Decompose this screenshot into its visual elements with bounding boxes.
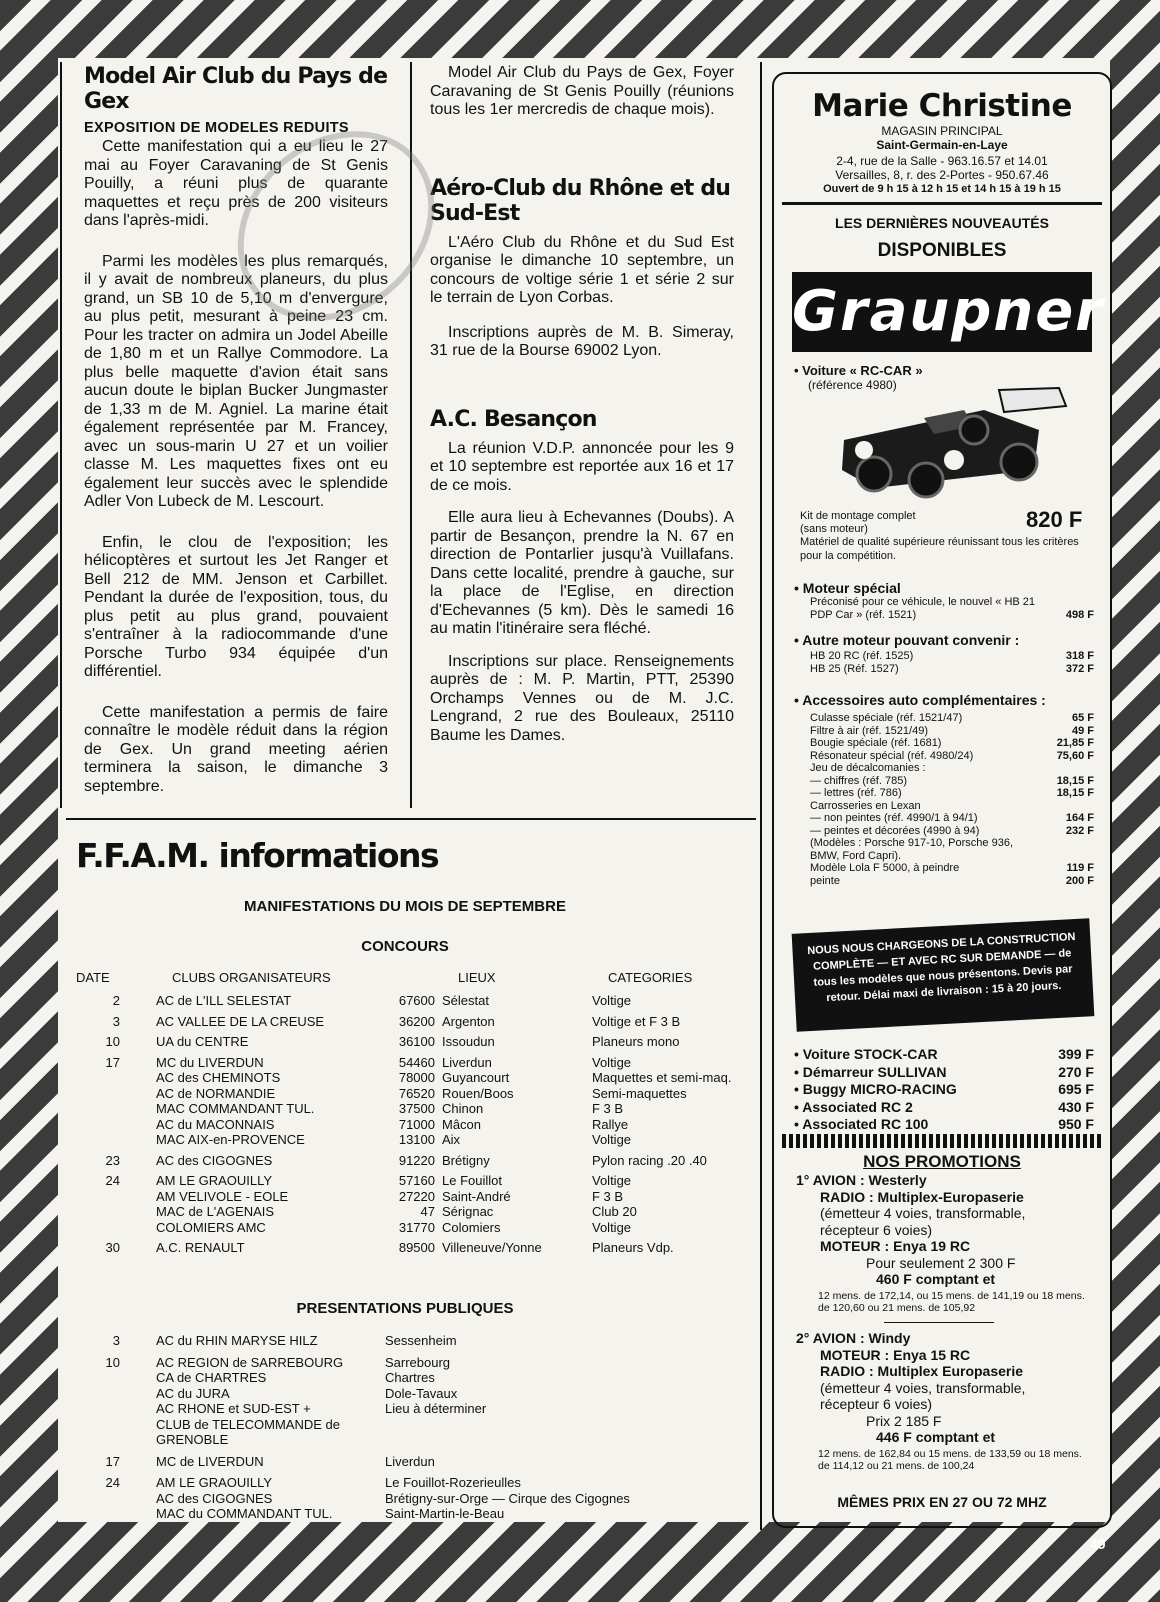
besancon-paragraph: La réunion V.D.P. annoncée pour les 9 et 10 septembre est reportée aux 16 et 17 de ce mois. bbox=[430, 439, 734, 494]
price-value: 372 F bbox=[1065, 663, 1094, 675]
row-postcode: 78000 bbox=[398, 1070, 435, 1085]
construction-banner: NOUS NOUS CHARGEONS DE LA CONSTRUCTION COMPLÈTE — ET AVEC RC SUR DEMANDE — de tous les modèles que nous présentons. Devis par retour. Délai maxi de livraison : 15 à 20 jours. bbox=[792, 918, 1095, 1031]
moteur-line bbox=[810, 596, 1094, 622]
price-value: 232 F bbox=[1065, 824, 1094, 837]
accessoires-title: • Accessoires auto complémentaires : bbox=[794, 692, 1046, 708]
row-date: 3 bbox=[112, 1333, 120, 1348]
stock-item: • Voiture STOCK-CAR bbox=[794, 1046, 938, 1062]
price-value: 65 F bbox=[1071, 712, 1094, 724]
news-line-2: DISPONIBLES bbox=[877, 240, 1007, 261]
stock-row bbox=[794, 1081, 1094, 1097]
row-category: Maquettes et semi-maq. bbox=[592, 1070, 732, 1085]
concours-title: CONCOURS bbox=[361, 938, 449, 955]
besancon-paragraph: Elle aura lieu à Echevannes (Doubs). A partir de Besançon, prendre la N. 67 en direction de Pontarlier jusqu'à Vuillafans. Dans cette localité, prendre à gauche, sur la place de l'Eglise, en direction d'Echevannes (5 km). Dès le samedi 16 au matin l'itinéraire sera fléché. bbox=[430, 509, 734, 637]
middle-column bbox=[430, 64, 734, 755]
article-subtitle: EXPOSITION DE MODELES REDUITS bbox=[84, 120, 349, 136]
row-club: AM LE GRAOUILLY bbox=[156, 1173, 273, 1188]
moteur-price: 498 F bbox=[1065, 609, 1094, 621]
row-postcode: 89500 bbox=[398, 1240, 435, 1255]
presentations-table bbox=[80, 1333, 760, 1523]
shop-magasin: MAGASIN PRINCIPAL bbox=[881, 124, 1003, 138]
row-place: Liverdun bbox=[442, 1054, 492, 1070]
ffam-subtitle: MANIFESTATIONS DU MOIS DE SEPTEMBRE bbox=[244, 898, 566, 915]
ffam-title: F.F.A.M. informations bbox=[76, 836, 439, 875]
promo-line: 460 F comptant et bbox=[876, 1271, 996, 1287]
article-paragraph: Cette manifestation a permis de faire connaître le modèle réduit dans la région de Gex. Un grand meeting aérien terminera la saison, le dimanche 3 septembre. bbox=[84, 703, 388, 795]
row-club: AC des CIGOGNES bbox=[156, 1152, 273, 1168]
kit-line-2: (sans moteur) bbox=[800, 523, 868, 535]
price-row bbox=[810, 737, 1094, 750]
price-row bbox=[810, 787, 1094, 800]
row-postcode: 37500 bbox=[398, 1101, 435, 1116]
price-value: 21,85 F bbox=[1056, 737, 1094, 749]
row-postcode: 47 bbox=[420, 1204, 435, 1219]
section-rule bbox=[66, 818, 756, 820]
promo-terms: 12 mens. de 172,14, ou 15 mens. de 141,19 ou 18 mens. de 120,60 ou 21 mens. de 105,92 bbox=[818, 1289, 1085, 1314]
price-row bbox=[810, 650, 1094, 663]
stock-item: • Buggy MICRO-RACING bbox=[794, 1081, 957, 1097]
stock-row bbox=[794, 1099, 1094, 1115]
moteur-description: Préconisé pour ce véhicule, le nouvel « HB 21 PDP Car » (réf. 1521) bbox=[810, 596, 1036, 621]
rhone-title: Aéro-Club du Rhône et du Sud-Est bbox=[430, 175, 731, 226]
row-postcode: 57160 bbox=[398, 1173, 435, 1188]
rc-car-illustration bbox=[834, 370, 1074, 500]
row-postcode: 76520 bbox=[398, 1085, 435, 1101]
row-club: AC du MACONNAIS bbox=[156, 1116, 275, 1132]
row-place: Le Fouillot-Rozerieulles bbox=[385, 1475, 521, 1490]
price-row bbox=[810, 862, 1094, 875]
row-category: Voltige bbox=[592, 1219, 632, 1235]
price-item: Filtre à air (réf. 1521/49) bbox=[810, 724, 928, 737]
row-place: Lieu à déterminer bbox=[385, 1401, 487, 1416]
ad-rule bbox=[782, 202, 1102, 205]
row-date: 2 bbox=[112, 993, 120, 1008]
promo-terms: 12 mens. de 162,84 ou 15 mens. de 133,59 ou 18 mens. de 114,12 ou 21 mens. de 100,24 bbox=[818, 1447, 1082, 1472]
besancon-title: A.C. Besançon bbox=[430, 406, 597, 432]
moteur-title: • Moteur spécial bbox=[794, 580, 901, 596]
row-place: Le Fouillot bbox=[442, 1173, 502, 1188]
row-place: Sélestat bbox=[442, 993, 489, 1008]
promo-line: 446 F comptant et bbox=[876, 1429, 996, 1445]
row-place: Brétigny-sur-Orge — Cirque des Cigognes bbox=[385, 1490, 630, 1506]
promo-line: RADIO : Multiplex Europaserie bbox=[820, 1363, 1024, 1379]
stock-price: 399 F bbox=[1058, 1046, 1094, 1062]
row-club: AC du JURA bbox=[156, 1385, 230, 1401]
header-clubs: CLUBS ORGANISATEURS bbox=[172, 970, 331, 985]
article-paragraph: Parmi les modèles les plus remarqués, il y avait de nombreux planeurs, du plus grand, un SB 10 de 5,10 m d'envergure, au plus petit, mesurant à peine 23 cm. Pour les tracter on admira un Jodel Abeille de 1,80 m et un Rallye Commodore. La plus belle maquette d'avion était sans aucun doute le biplan Bucker Jungmaster de 1,33 m de M. Agniel. La marine était également représentée par M. Francey, avec un sous-marin U 27 et un voilier classe M. Les maquettes fixes ont eu également leur succès avec le splendide Adler Von Lubeck de M. Lescourt. bbox=[84, 252, 388, 510]
shop-address-versailles: Versailles, 8, r. des 2-Portes - 950.67.46 bbox=[835, 168, 1049, 182]
row-club: MAC de L'AGENAIS bbox=[156, 1204, 275, 1219]
price-row bbox=[810, 850, 1094, 863]
row-postcode: 36100 bbox=[398, 1034, 435, 1049]
voiture-title: • Voiture « RC-CAR » bbox=[794, 363, 923, 378]
shop-address: 2-4, rue de la Salle - 963.16.57 et 14.01 bbox=[836, 154, 1048, 168]
row-place: Mâcon bbox=[442, 1116, 482, 1132]
price-value: 119 F bbox=[1066, 862, 1094, 874]
column-rule-right bbox=[760, 62, 762, 1530]
price-item: — chiffres (réf. 785) bbox=[810, 774, 907, 787]
promo-line: récepteur 6 voies) bbox=[820, 1396, 933, 1412]
row-place: Dole-Tavaux bbox=[385, 1385, 458, 1401]
promo-line: 1° AVION : Westerly bbox=[796, 1172, 927, 1188]
row-place: Chartres bbox=[385, 1370, 435, 1385]
row-club: GRENOBLE bbox=[156, 1432, 229, 1447]
price-item: BMW, Ford Capri). bbox=[810, 849, 902, 862]
row-category: Voltige bbox=[592, 1054, 632, 1070]
price-item: — peintes et décorées (4990 à 94) bbox=[810, 824, 980, 837]
row-club: MC de LIVERDUN bbox=[156, 1453, 264, 1469]
row-place: Villeneuve/Yonne bbox=[442, 1240, 542, 1255]
row-club: AM LE GRAOUILLY bbox=[156, 1475, 273, 1490]
row-date: 30 bbox=[105, 1240, 120, 1255]
price-item: Carrosseries en Lexan bbox=[810, 799, 921, 812]
promo-line: récepteur 6 voies) bbox=[820, 1221, 933, 1238]
row-date: 24 bbox=[105, 1173, 120, 1188]
row-place: Saint-Martin-le-Beau bbox=[385, 1506, 505, 1521]
price-item: Jeu de décalcomanies : bbox=[810, 762, 926, 774]
price-item: HB 25 (Réf. 1527) bbox=[810, 663, 899, 675]
row-club: MC du LIVERDUN bbox=[156, 1054, 264, 1070]
row-postcode: 36200 bbox=[398, 1013, 435, 1029]
marie-christine-ad bbox=[772, 72, 1112, 1528]
row-postcode: 31770 bbox=[398, 1219, 435, 1235]
kit-description: Matériel de qualité supérieure réunissant tous les critères pour la compétition. bbox=[800, 536, 1079, 562]
promotions-title: NOS PROMOTIONS bbox=[863, 1152, 1021, 1171]
row-club: UA du CENTRE bbox=[156, 1034, 249, 1049]
promo-line: (émetteur 4 voies, transformable, bbox=[820, 1205, 1026, 1221]
row-category: Semi-maquettes bbox=[592, 1085, 687, 1101]
price-item: Culasse spéciale (réf. 1521/47) bbox=[810, 712, 963, 724]
row-postcode: 91220 bbox=[398, 1152, 435, 1168]
row-category: Voltige bbox=[592, 1132, 632, 1147]
graupner-logo: Graupner bbox=[792, 272, 1092, 352]
price-value: 49 F bbox=[1071, 724, 1094, 737]
row-category: Pylon racing .20 .40 bbox=[592, 1152, 707, 1168]
price-item: Résonateur spécial (réf. 4980/24) bbox=[810, 749, 974, 762]
row-place: Brétigny bbox=[442, 1152, 490, 1168]
stock-row bbox=[794, 1116, 1094, 1132]
promo-line: Prix 2 185 F bbox=[866, 1412, 942, 1429]
shop-city: Saint-Germain-en-Laye bbox=[876, 138, 1008, 152]
row-club: AC RHONE et SUD-EST + bbox=[156, 1401, 311, 1416]
row-club: MAC AIX-en-PROVENCE bbox=[156, 1132, 305, 1147]
promo-rule bbox=[884, 1322, 994, 1323]
row-club: AM VELIVOLE - EOLE bbox=[156, 1188, 289, 1204]
price-value: 164 F bbox=[1065, 812, 1094, 824]
price-row bbox=[810, 663, 1094, 676]
promo-line: 2° AVION : Windy bbox=[796, 1330, 911, 1346]
row-place: Saint-André bbox=[442, 1188, 511, 1204]
row-club: AC du RHIN MARYSE HILZ bbox=[156, 1333, 318, 1348]
row-club: AC des CIGOGNES bbox=[156, 1490, 273, 1506]
row-club: A.C. RENAULT bbox=[156, 1240, 245, 1255]
price-row bbox=[810, 875, 1094, 888]
price-item: (Modèles : Porsche 917-10, Porsche 936, bbox=[810, 837, 1014, 849]
row-place: Colomiers bbox=[442, 1219, 501, 1235]
price-value: 18,15 F bbox=[1056, 787, 1094, 799]
row-date: 24 bbox=[105, 1475, 120, 1490]
header-date: DATE bbox=[76, 970, 110, 985]
promo-line: (émetteur 4 voies, transformable, bbox=[820, 1379, 1026, 1396]
besancon-paragraph: Inscriptions sur place. Renseignements auprès de : M. P. Martin, PTT, 25390 Orchamps Vennes ou de M. J.C. Lengrand, 2 rue des Bouleaux, 25110 Baume les Dames. bbox=[430, 652, 734, 744]
kit-line: Kit de montage complet bbox=[800, 510, 916, 522]
price-row bbox=[810, 825, 1094, 838]
row-place: Sarrebourg bbox=[385, 1354, 451, 1370]
row-postcode: 13100 bbox=[398, 1132, 435, 1147]
row-postcode: 54460 bbox=[398, 1054, 435, 1070]
row-place: Liverdun bbox=[385, 1453, 435, 1469]
row-place: Rouen/Boos bbox=[442, 1085, 514, 1101]
row-category: Club 20 bbox=[592, 1204, 637, 1219]
row-place: Chinon bbox=[442, 1101, 484, 1116]
price-row bbox=[810, 712, 1094, 725]
concours-table bbox=[80, 993, 760, 1263]
price-value: 200 F bbox=[1065, 874, 1094, 887]
price-row bbox=[810, 762, 1094, 775]
stock-item: • Associated RC 100 bbox=[794, 1116, 929, 1132]
stock-item: • Associated RC 2 bbox=[794, 1098, 913, 1115]
row-place: Argenton bbox=[442, 1013, 495, 1029]
stock-price: 430 F bbox=[1058, 1098, 1094, 1115]
header-categories: CATEGORIES bbox=[608, 970, 693, 985]
stock-price: 695 F bbox=[1058, 1081, 1094, 1097]
stock-row bbox=[794, 1064, 1094, 1080]
row-category: Voltige bbox=[592, 993, 632, 1008]
article-paragraph: Enfin, le clou de l'exposition; les hélicoptères et surtout les Jet Ranger et Bell 212 de MM. Jenson et Carbillet. Pendant la durée de l'exposition, tous, du plus petit au plus grand, pouvaient s'entraîner à la radiocommande d'une Porsche Turbo 934 équipée d'un différentiel. bbox=[84, 533, 388, 680]
header-lieux: LIEUX bbox=[458, 970, 496, 985]
stock-row bbox=[794, 1046, 1094, 1062]
row-date: 23 bbox=[105, 1152, 120, 1168]
price-item: Bougie spéciale (réf. 1681) bbox=[810, 737, 942, 749]
row-category: F 3 B bbox=[592, 1188, 624, 1204]
price-row bbox=[810, 725, 1094, 738]
row-club: COLOMIERS AMC bbox=[156, 1219, 266, 1235]
row-date: 3 bbox=[112, 1013, 120, 1029]
promo-line: MOTEUR : Enya 19 RC bbox=[820, 1238, 971, 1254]
price-value: 318 F bbox=[1065, 650, 1094, 662]
row-club: MAC du COMMANDANT TUL. bbox=[156, 1506, 333, 1521]
price-item: Modèle Lola F 5000, à peindre bbox=[810, 862, 960, 874]
rhone-paragraph: Inscriptions auprès de M. B. Simeray, 31 rue de la Bourse 69002 Lyon. bbox=[430, 323, 734, 359]
row-category: F 3 B bbox=[592, 1101, 624, 1116]
shop-hours: Ouvert de 9 h 15 à 12 h 15 et 14 h 15 à 19 h 15 bbox=[823, 183, 1061, 195]
price-item: HB 20 RC (réf. 1525) bbox=[810, 650, 914, 662]
rhone-paragraph: L'Aéro Club du Rhône et du Sud Est organise le dimanche 10 septembre, un concours de voltige série 1 et série 2 sur le terrain de Lyon Corbas. bbox=[430, 233, 734, 306]
club-intro: Model Air Club du Pays de Gex, Foyer Caravaning de St Genis Pouilly (réunions tous les 1er mercredis de chaque mois). bbox=[430, 64, 734, 118]
page-number: 49 bbox=[1090, 1536, 1106, 1552]
row-club: CA de CHARTRES bbox=[156, 1370, 267, 1385]
row-place: Issoudun bbox=[442, 1034, 495, 1049]
price-row bbox=[810, 775, 1094, 788]
price-row bbox=[810, 800, 1094, 813]
row-category: Voltige bbox=[592, 1173, 632, 1188]
price-row bbox=[810, 750, 1094, 763]
price-value: 18,15 F bbox=[1056, 774, 1094, 787]
promo-line: MOTEUR : Enya 15 RC bbox=[820, 1346, 971, 1363]
presentations-title: PRESENTATIONS PUBLIQUES bbox=[296, 1300, 514, 1317]
stock-item: • Démarreur SULLIVAN bbox=[794, 1063, 947, 1080]
row-date: 10 bbox=[105, 1034, 120, 1049]
row-category: Voltige et F 3 B bbox=[592, 1013, 681, 1029]
row-category: Planeurs mono bbox=[592, 1034, 680, 1049]
promo-line: RADIO : Multiplex-Europaserie bbox=[820, 1188, 1024, 1205]
stock-price: 950 F bbox=[1058, 1116, 1094, 1132]
row-category: Planeurs Vdp. bbox=[592, 1240, 674, 1255]
row-place: Guyancourt bbox=[442, 1070, 510, 1085]
kit-price: 820 F bbox=[1026, 507, 1083, 532]
row-category: Rallye bbox=[592, 1116, 629, 1132]
decorative-bar bbox=[782, 1134, 1102, 1148]
price-value: 75,60 F bbox=[1056, 749, 1094, 762]
article-paragraph: Cette manifestation qui a eu lieu le 27 mai au Foyer Caravaning de St Genis Pouilly, a réuni plus de quarante maquettes et reçu près de 200 visiteurs dans l'après-midi. bbox=[84, 138, 388, 229]
promo-line: Pour seulement 2 300 F bbox=[866, 1254, 1016, 1271]
row-club: AC VALLEE DE LA CREUSE bbox=[156, 1013, 325, 1029]
row-date: 10 bbox=[105, 1354, 120, 1370]
row-club: CLUB de TELECOMMANDE de bbox=[156, 1416, 340, 1432]
news-line: LES DERNIÈRES NOUVEAUTÉS bbox=[835, 215, 1049, 231]
stock-price: 270 F bbox=[1058, 1063, 1094, 1080]
ad-footer: MÊMES PRIX EN 27 OU 72 MHZ bbox=[837, 1494, 1047, 1510]
row-club: AC des CHEMINOTS bbox=[156, 1070, 281, 1085]
column-rule-left bbox=[60, 62, 62, 808]
row-date: 17 bbox=[105, 1453, 120, 1469]
row-club: AC de L'ILL SELESTAT bbox=[156, 993, 292, 1008]
row-date: 17 bbox=[105, 1054, 120, 1070]
row-place: Aix bbox=[442, 1132, 461, 1147]
voiture-reference: (référence 4980) bbox=[808, 378, 897, 392]
price-row bbox=[810, 837, 1094, 850]
row-postcode: 67600 bbox=[398, 993, 435, 1008]
row-place: Sessenheim bbox=[385, 1333, 457, 1348]
row-club: AC REGION de SARREBOURG bbox=[156, 1354, 344, 1370]
price-row bbox=[810, 812, 1094, 825]
price-item: peinte bbox=[810, 874, 840, 887]
row-club: MAC COMMANDANT TUL. bbox=[156, 1101, 315, 1116]
price-item: — non peintes (réf. 4990/1 à 94/1) bbox=[810, 812, 978, 824]
row-postcode: 27220 bbox=[398, 1188, 435, 1204]
row-postcode: 71000 bbox=[398, 1116, 435, 1132]
price-item: — lettres (réf. 786) bbox=[810, 787, 902, 799]
shop-name: Marie Christine bbox=[812, 88, 1072, 124]
row-club: AC de NORMANDIE bbox=[156, 1085, 276, 1101]
article-title: Model Air Club du Pays de Gex bbox=[84, 64, 388, 114]
row-place: Sérignac bbox=[442, 1204, 494, 1219]
autre-moteur-title: • Autre moteur pouvant convenir : bbox=[794, 632, 1020, 648]
